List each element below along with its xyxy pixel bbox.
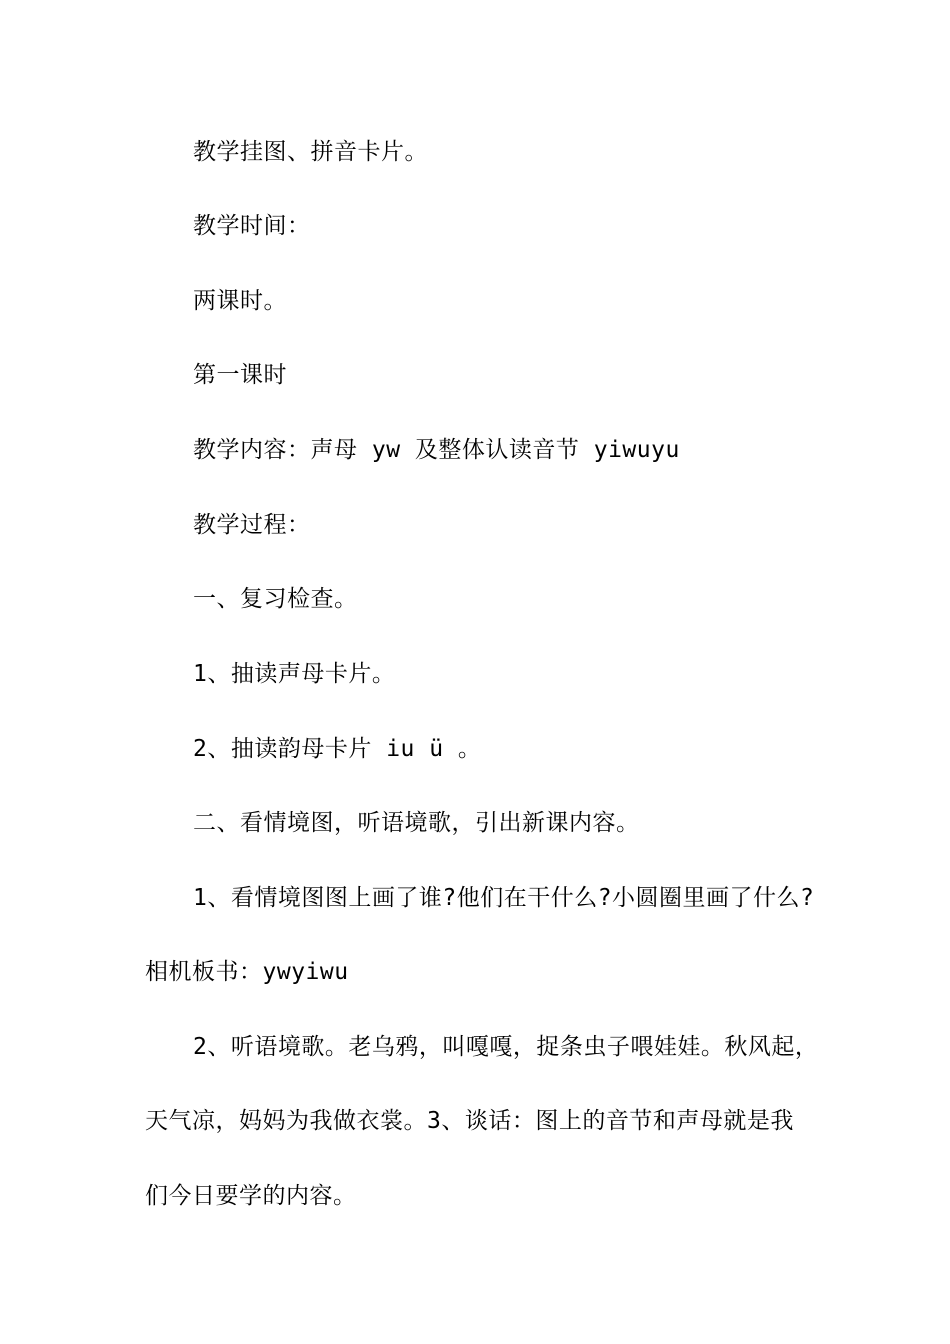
text-line: 1、抽读声母卡片。 bbox=[193, 661, 396, 687]
text-line: 2、抽读韵母卡片 iu ü 。 bbox=[193, 736, 482, 762]
text-line: 二、看情境图，听语境歌，引出新课内容。 bbox=[193, 810, 640, 836]
text-line: 们今日要学的内容。 bbox=[145, 1183, 357, 1209]
text-line: 教学时间： bbox=[193, 213, 311, 239]
text-line: 天气凉，妈妈为我做衣裳。3、谈话：图上的音节和声母就是我 bbox=[145, 1108, 794, 1134]
text-line: 教学内容：声母 yw 及整体认读音节 yiwuyu bbox=[193, 437, 680, 463]
text-line: 第一课时 bbox=[193, 362, 287, 388]
text-line: 一、复习检查。 bbox=[193, 586, 358, 612]
text-line: 1、看情境图图上画了谁?他们在干什么?小圆圈里画了什么? bbox=[193, 885, 815, 911]
text-line: 教学挂图、拼音卡片。 bbox=[193, 139, 428, 165]
text-line: 相机板书：ywyiwu bbox=[145, 959, 349, 985]
text-line: 教学过程： bbox=[193, 512, 311, 538]
text-line: 2、听语境歌。老乌鸦，叫嘎嘎，捉条虫子喂娃娃。秋风起， bbox=[193, 1034, 819, 1060]
text-line: 两课时。 bbox=[193, 288, 287, 314]
